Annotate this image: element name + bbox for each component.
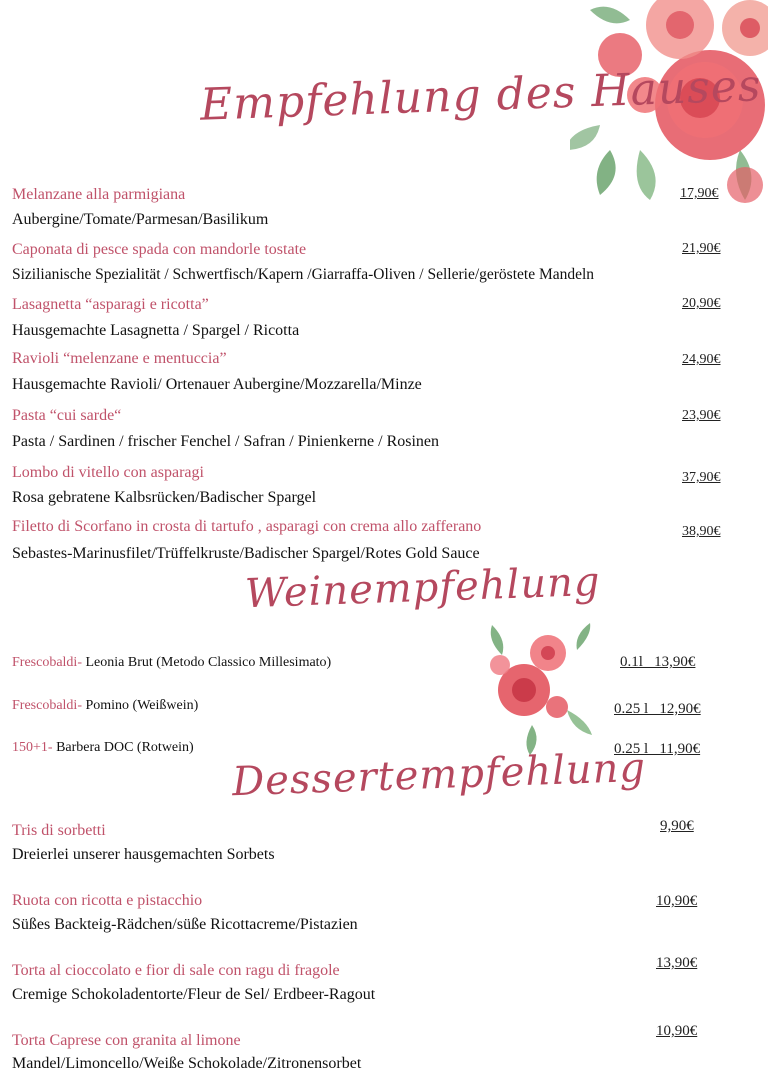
dish-price: 21,90€ — [682, 241, 721, 256]
dessert-name: Ruota con ricotta e pistacchio — [12, 892, 203, 909]
dessert-price: 13,90€ — [656, 955, 698, 971]
dish-name: Caponata di pesce spada con mandorle tostate — [12, 241, 307, 258]
dessert-description: Dreierlei unserer hausgemachten Sorbets — [12, 846, 275, 863]
wine-name: Barbera DOC (Rotwein) — [56, 740, 194, 755]
dish-name: Filetto di Scorfano in crosta di tartufo , asparagi con crema allo zafferano — [12, 518, 482, 535]
dish-name: Pasta “cui sarde“ — [12, 407, 122, 424]
dish-price: 24,90€ — [682, 352, 721, 367]
wine-section-title: Weinempfehlung — [244, 558, 602, 618]
dish-price: 20,90€ — [682, 296, 721, 311]
dessert-description: Süßes Backteig-Rädchen/süße Ricottacreme/Pistazien — [12, 916, 358, 933]
dessert-name: Torta al cioccolato e fior di sale con ragu di fragole — [12, 962, 340, 979]
dessert-description: Cremige Schokoladentorte/Fleur de Sel/ Erdbeer-Ragout — [12, 986, 376, 1003]
dish-description: Hausgemachte Lasagnetta / Spargel / Ricotta — [12, 322, 300, 339]
wine-item — [12, 740, 194, 756]
dessert-name: Tris di sorbetti — [12, 822, 106, 839]
dish-name: Melanzane alla parmigiana — [12, 186, 186, 203]
dessert-price: 9,90€ — [660, 818, 694, 834]
dessert-section-title: Dessertempfehlung — [231, 744, 647, 806]
wine-name: Pomino (Weißwein) — [85, 698, 199, 713]
dish-description: Sebastes-Marinusfilet/Trüffelkruste/Badischer Spargel/Rotes Gold Sauce — [12, 545, 480, 562]
wine-producer: Frescobaldi- — [12, 698, 82, 713]
wine-price: 0.25 l 11,90€ — [614, 741, 701, 757]
dessert-price: 10,90€ — [656, 893, 698, 909]
dessert-description: Mandel/Limoncello/Weiße Schokolade/Zitronensorbet — [12, 1055, 362, 1072]
dish-name: Ravioli “melenzane e mentuccia” — [12, 350, 227, 367]
dish-price: 17,90€ — [680, 186, 719, 201]
dish-description: Pasta / Sardinen / frischer Fenchel / Safran / Pinienkerne / Rosinen — [12, 433, 440, 450]
dish-description: Sizilianische Spezialität / Schwertfisch/Kapern /Giarraffa-Oliven / Sellerie/geröstete Mandeln — [12, 266, 595, 283]
dish-description: Rosa gebratene Kalbsrücken/Badischer Spargel — [12, 489, 317, 506]
wine-price: 0.25 l 12,90€ — [614, 701, 701, 717]
dish-name: Lombo di vitello con asparagi — [12, 464, 204, 481]
flower-decoration-middle — [482, 615, 597, 755]
dish-description: Aubergine/Tomate/Parmesan/Basilikum — [12, 211, 269, 228]
wine-producer: 150+1- — [12, 740, 53, 755]
dish-price: 37,90€ — [682, 470, 721, 485]
dish-description: Hausgemachte Ravioli/ Ortenauer Aubergine/Mozzarella/Minze — [12, 376, 422, 393]
dessert-price: 10,90€ — [656, 1023, 698, 1039]
wine-producer: Frescobaldi- — [12, 655, 82, 670]
wine-price: 0.1l 13,90€ — [620, 654, 696, 670]
dish-price: 38,90€ — [682, 524, 721, 539]
dessert-name: Torta Caprese con granita al limone — [12, 1032, 241, 1049]
dish-price: 23,90€ — [682, 408, 721, 423]
page-title: Empfehlung des Hauses — [199, 60, 763, 131]
wine-name: Leonia Brut (Metodo Classico Millesimato) — [85, 655, 332, 670]
wine-item — [12, 698, 198, 714]
dish-name: Lasagnetta “asparagi e ricotta” — [12, 296, 209, 313]
wine-item — [12, 655, 331, 671]
